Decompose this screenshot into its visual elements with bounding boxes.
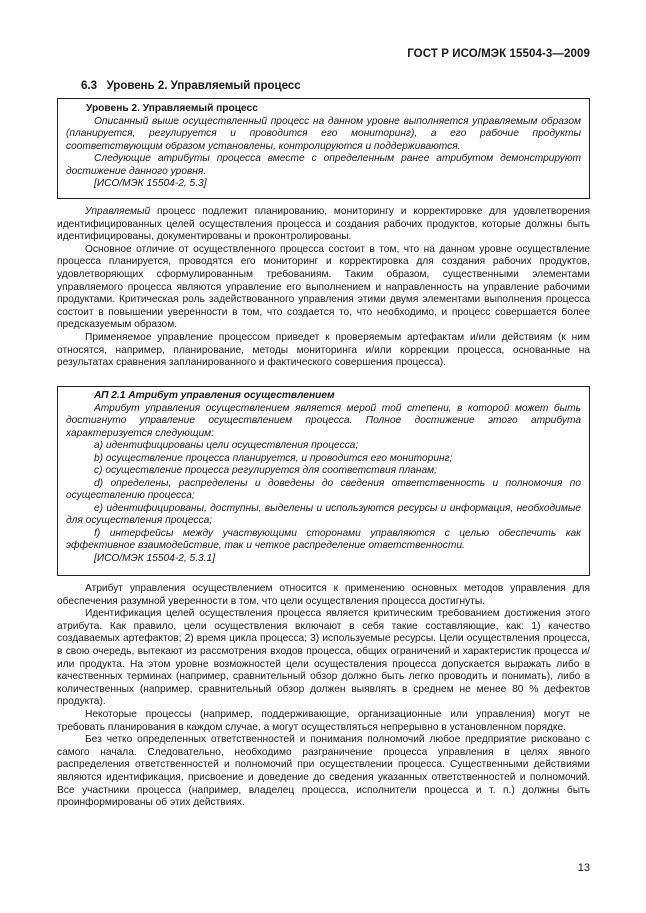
- level-box-reference: [ИСО/МЭК 15504-2, 5.3]: [94, 178, 207, 189]
- section-number: 6.3: [81, 80, 97, 92]
- attribute-item: f) интерфейсы между участвующими сторонами управляются с целью обеспечить как эффективное взаимодействие, так и четкое распределение ответственности.: [66, 527, 581, 551]
- attribute-definition-box: [57, 386, 590, 576]
- body2-paragraph-2: Идентификация целей осуществления процесса является критическим требованием достижения этого атрибута. Как правило, цели осуществления включают в себя такие составляющие, как: 1) качество создаваемых артефактов; 2) время цикла процесса; 3) используемые ресурсы. Цели осуществления процесса, в свою очередь, вытекают из рассмотрения входов процесса, общих ограничений и характеристик процесса и/или продукта. На этом уровне возможностей цели осуществления процесса допускается выражать либо в качественных терминах (например, сравнительный обзор должно быть легко проводить и понимать), либо в количественных (например, сравнительный обзор должен выявлять в среднем не менее 80 % дефектов продукта).: [57, 608, 590, 708]
- attribute-box-reference: [ИСО/МЭК 15504-2, 5.3.1]: [94, 552, 216, 564]
- document-header: ГОСТ Р ИСО/МЭК 15504-3—2009: [407, 48, 590, 60]
- attribute-item: a) идентифицированы цели осуществления процесса;: [94, 440, 359, 451]
- level-box-para2: Следующие атрибуты процесса вместе с определенным ранее атрибутом демонстрируют достижение данного уровня.: [66, 153, 581, 177]
- body-section-1: [57, 206, 590, 370]
- body2-paragraph-3: Некоторые процессы (например, поддерживающие, организационные или управления) могут не требовать планирования в каждом случае, а могут осуществляться непрерывно в установленном порядке.: [57, 708, 590, 733]
- attribute-item: c) осуществление процесса регулируется для соответствия планам;: [94, 465, 437, 476]
- section-title: Уровень 2. Управляемый процесс: [106, 80, 301, 92]
- body1-paragraph-1: Управляемый процесс подлежит планированию, мониторингу и корректировке для удовлетворения идентифицированных целей осуществления процесса и создания рабочих продуктов, которые должны быть идентифицированы, документированы и проконтролированы.: [57, 206, 590, 243]
- managed-term: Управляемый: [85, 206, 151, 217]
- page-number: 13: [577, 862, 590, 874]
- section-heading: [81, 80, 301, 92]
- attribute-item: d) определены, распределены и доведены до сведения ответственность и полномочия по осуществлению процесса;: [66, 477, 581, 501]
- body1-paragraph-2: Основное отличие от осуществленного процесса состоит в том, что на данном уровне осуществление процесса планируется, проводятся его мониторинг и корректировка для создания рабочих продуктов, удовлетворяющих сформулированным требованиям. Таким образом, существенными элементами управляемого процесса являются управление его выполнением и направленность на управление рабочими продуктами. Критическая роль задействованного управления этими двумя элементами выполнения процесса состоит в повышении уверенности в том, что создается то, что необходимо, и процесс совершается более предсказуемым образом.: [57, 243, 590, 331]
- body1-paragraph-3: Применяемое управление процессом приведет к проверяемым артефактам и/или действиям (к ним относятся, например, планирование, методы мониторинга и/или коррекции процесса, основанные на результатах сравнения запланированного и фактического совершения процесса).: [57, 331, 590, 369]
- attribute-item: e) идентифицированы, доступны, выделены и используются ресурсы и информация, необходимые для осуществления процесса;: [66, 502, 581, 526]
- attribute-box-title: АП 2.1 Атрибут управления осуществлением: [94, 390, 335, 401]
- attribute-item: b) осуществление процесса планируется, и проводится его мониторинг;: [94, 452, 453, 464]
- attribute-box-intro: Атрибут управления осуществлением является мерой той степени, в которой может быть достигнуто управление осуществлением процесса. Полное достижение этого атрибута характеризуется следующим:: [66, 402, 581, 439]
- body2-paragraph-1: Атрибут управления осуществлением относится к применению основных методов управления для обеспечения разумной уверенности в том, что цели осуществления процесса достигнуты.: [57, 583, 590, 607]
- level-box-title: Уровень 2. Управляемый процесс: [86, 103, 258, 114]
- body-section-2: [57, 583, 590, 810]
- level-box-para1: Описанный выше осуществленный процесс на данном уровне выполняется управляемым образом (планируется, регулируется и проводится его мониторинг), а его рабочие продукты соответствующим образом установлены, контролируются и поддерживаются.: [66, 115, 581, 152]
- body2-paragraph-4: Без четко определенных ответственностей и понимания полномочий любое предприятие рисковано с самого начала. Следовательно, необходимо разграничение процесса управления в целях явного распределения ответственностей и полномочий при осуществлении процесса. Существенными действиями являются идентификация, присвоение и доведение до сведения указанных ответственностей и полномочий. Все участники процесса (например, владелец процесса, исполнители процесса и т. п.) должны быть проинформированы об этих действиях.: [57, 734, 590, 809]
- level-definition-box: [57, 98, 590, 199]
